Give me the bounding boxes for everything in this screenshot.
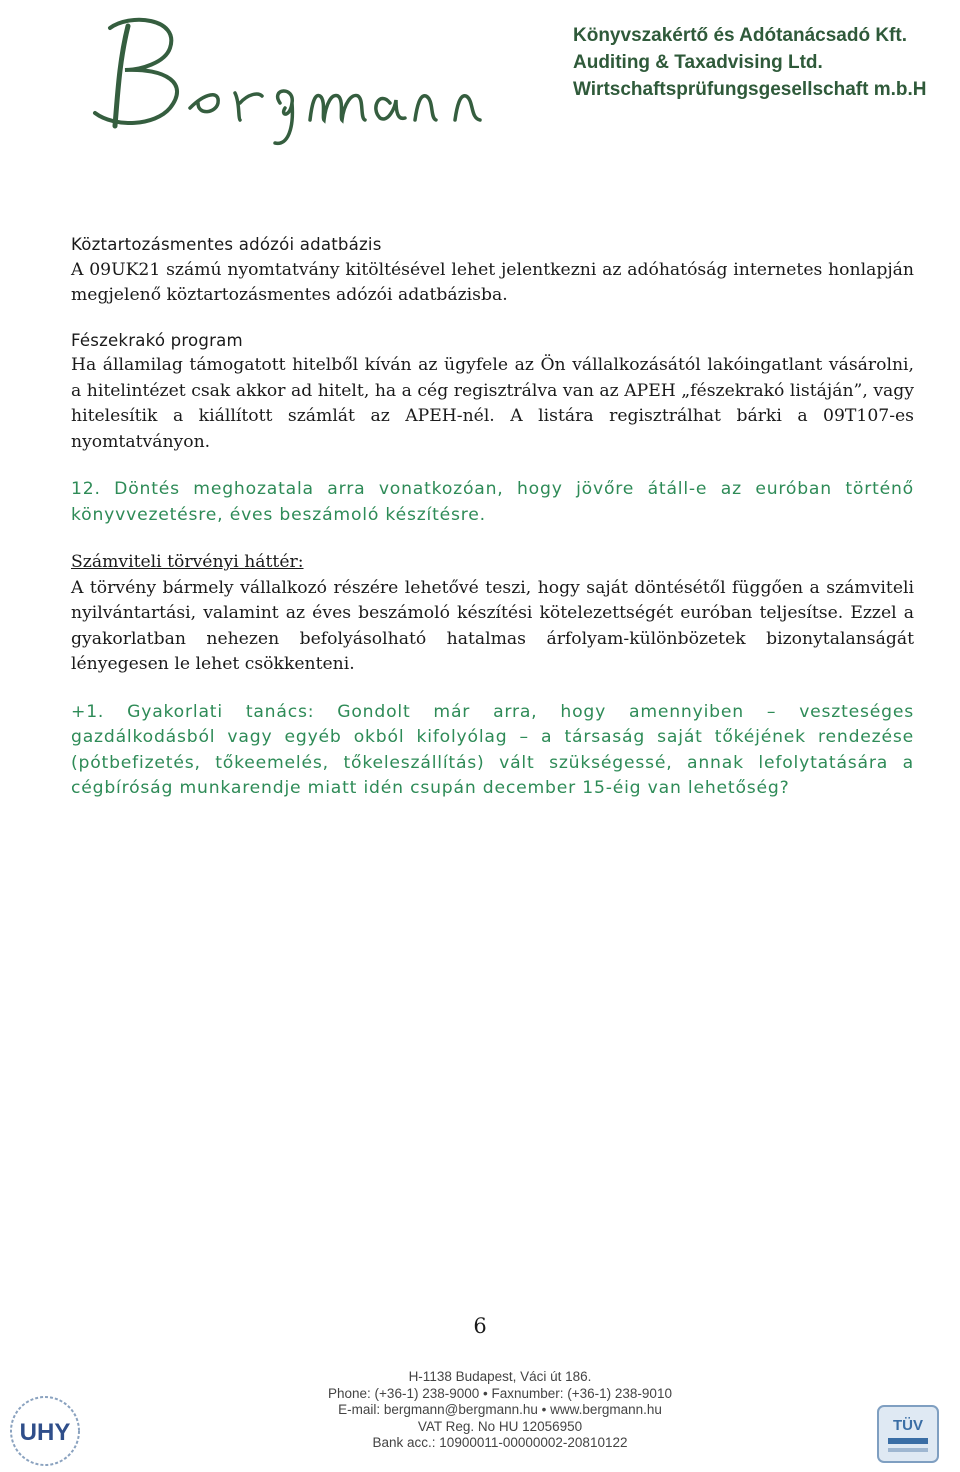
uhy-logo xyxy=(8,1394,82,1468)
letterhead xyxy=(0,0,960,160)
practical-tip: +1. Gyakorlati tanács: Gondolt már arra, hogy amennyiben – veszteséges gazdálkodásból vagy egyéb okból kifolyólag – a társaság saját tőkéjének rendezése (pótbefizetés, tőkeemelés, tőkeleszállítás) vált szükségessé, annak lefolytatására a cégbíróság munkarendje miatt idén csupán december 15-éig van lehetőség? xyxy=(71,701,914,798)
section-title: Köztartozásmentes adózói adatbázis xyxy=(71,235,382,254)
footer-contact xyxy=(265,1369,735,1452)
section-text xyxy=(71,353,914,455)
section-title: Fészekrakó program xyxy=(71,330,243,350)
subsection-title: Számviteli törvényi háttér: xyxy=(71,552,304,572)
section-text: A törvény bármely vállalkozó részére lehetővé teszi, hogy saját döntésétől függően a számviteli nyilvántartási, valamint az éves beszámoló készítési kötelezettségét euróban teljesítse. Ezzel a gyakorlatban nehezen befolyásolható hatalmas árfolyam-különbözetek bizonytalanságát lényegesen le lehet csökkenteni. xyxy=(71,577,914,674)
tuv-logo-text: TÜV xyxy=(893,1417,923,1434)
company-line: Wirtschaftsprüfungsgesellschaft m.b.H xyxy=(573,79,927,100)
footer xyxy=(0,1360,960,1471)
section-text: A 09UK21 számú nyomtatvány kitöltésével lehet jelentkezni az adóhatóság internetes honlapján megjelenő köztartozásmentes adózói adatbázisba. xyxy=(71,259,914,305)
footer-phone: Phone: (+36-1) 238-9000 • Faxnumber: (+36-1) 238-9010 xyxy=(328,1385,672,1401)
bergmann-logo xyxy=(70,8,540,148)
numbered-heading: 12. Döntés meghozatala arra vonatkozóan, hogy jövőre átáll-e az euróban történő könyvvezetésre, éves beszámoló készítésre. xyxy=(71,479,914,525)
company-line: Auditing & Taxadvising Ltd. xyxy=(573,52,823,73)
footer-address: H-1138 Budapest, Váci út 186. xyxy=(408,1369,592,1384)
uhy-logo-text: UHY xyxy=(19,1419,71,1446)
footer-bank: Bank acc.: 10900011-00000002-20810122 xyxy=(372,1435,628,1450)
footer-vat: VAT Reg. No HU 12056950 xyxy=(417,1418,583,1434)
footer-email: E-mail: bergmann@bergmann.hu • www.bergmann.hu xyxy=(338,1402,662,1417)
page-number: 6 xyxy=(473,1314,487,1338)
bergmann-script-logo xyxy=(70,8,540,148)
company-line: Könyvszakértő és Adótanácsadó Kft. xyxy=(573,25,907,46)
company-name-block xyxy=(573,22,927,103)
section-text-span: Ha államilag támogatott hitelből kíván az ügyfele az Ön vállalkozásától lakóingatlant vásárolni, a hitelintézet csak akkor ad hitelt, ha a cég regisztrálva van az APEH „fészekrakó listáján”, vagy hitelesítik a kiállított számlát az APEH-nél. A listára regisztrálhat bárki a 09T107-es nyomtatványon. xyxy=(71,355,914,452)
document-body xyxy=(71,232,914,802)
tuv-certificate-logo xyxy=(876,1404,940,1464)
